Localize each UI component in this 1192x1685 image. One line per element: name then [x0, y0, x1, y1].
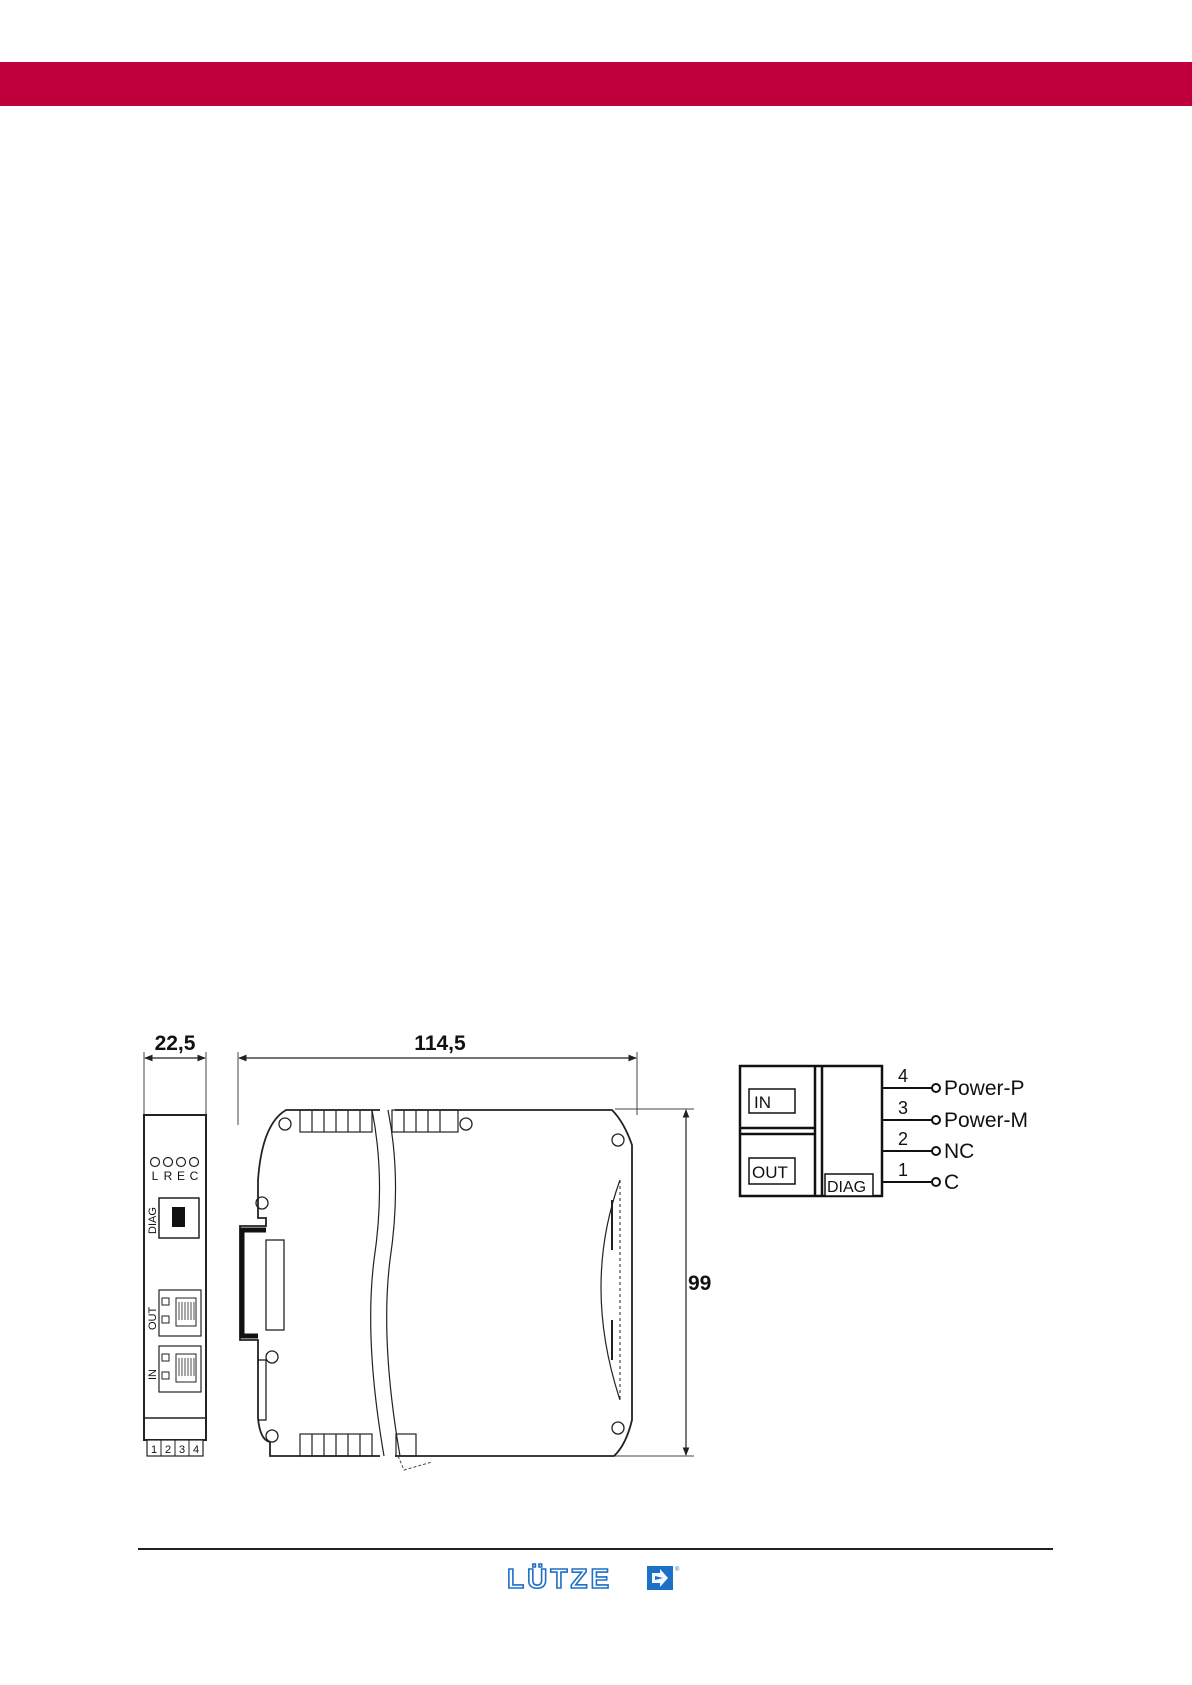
- led-label-l: L: [151, 1169, 159, 1183]
- terminal-2-number: 2: [898, 1129, 909, 1149]
- terminal-4-label: Power-P: [944, 1077, 1025, 1100]
- terminal-number-3: 3: [178, 1444, 186, 1456]
- terminal-4: [882, 1066, 1025, 1100]
- wiring-diagram: [740, 1066, 1028, 1196]
- logo-wordmark: LÜTZE: [507, 1563, 613, 1594]
- front-diag-label: DIAG: [147, 1207, 159, 1234]
- front-in-label: IN: [147, 1369, 159, 1380]
- wiring-in-label: IN: [754, 1093, 771, 1112]
- terminal-3-label: Power-M: [944, 1109, 1029, 1132]
- terminal-4-number: 4: [898, 1066, 909, 1086]
- footer-rule: [138, 1548, 1053, 1550]
- side-view: [238, 1032, 711, 1470]
- led-label-c: C: [189, 1169, 199, 1183]
- terminal-number-4: 4: [192, 1444, 200, 1456]
- front-width-dimension: 22,5: [154, 1032, 196, 1055]
- front-out-label: OUT: [147, 1306, 159, 1330]
- height-dimension: 99: [688, 1272, 712, 1295]
- led-label-r: R: [163, 1169, 173, 1183]
- wiring-out-label: OUT: [752, 1163, 788, 1182]
- front-view: [144, 1032, 206, 1456]
- terminal-1: [882, 1160, 959, 1194]
- terminal-2: [882, 1129, 974, 1163]
- terminal-1-label: C: [944, 1171, 960, 1194]
- terminal-1-number: 1: [898, 1160, 909, 1180]
- lutze-logo: [505, 1562, 685, 1594]
- terminal-number-1: 1: [150, 1444, 158, 1456]
- wiring-diag-label: DIAG: [827, 1179, 867, 1196]
- terminal-number-2: 2: [164, 1444, 172, 1456]
- terminal-block: [147, 1440, 203, 1456]
- svg-text:®: ®: [675, 1567, 680, 1573]
- side-depth-dimension: 114,5: [414, 1032, 466, 1055]
- terminal-3: [882, 1098, 1028, 1132]
- terminal-3-number: 3: [898, 1098, 909, 1118]
- lutze-arrow-icon: [647, 1566, 673, 1590]
- terminal-2-label: NC: [944, 1140, 975, 1163]
- led-label-e: E: [176, 1169, 186, 1183]
